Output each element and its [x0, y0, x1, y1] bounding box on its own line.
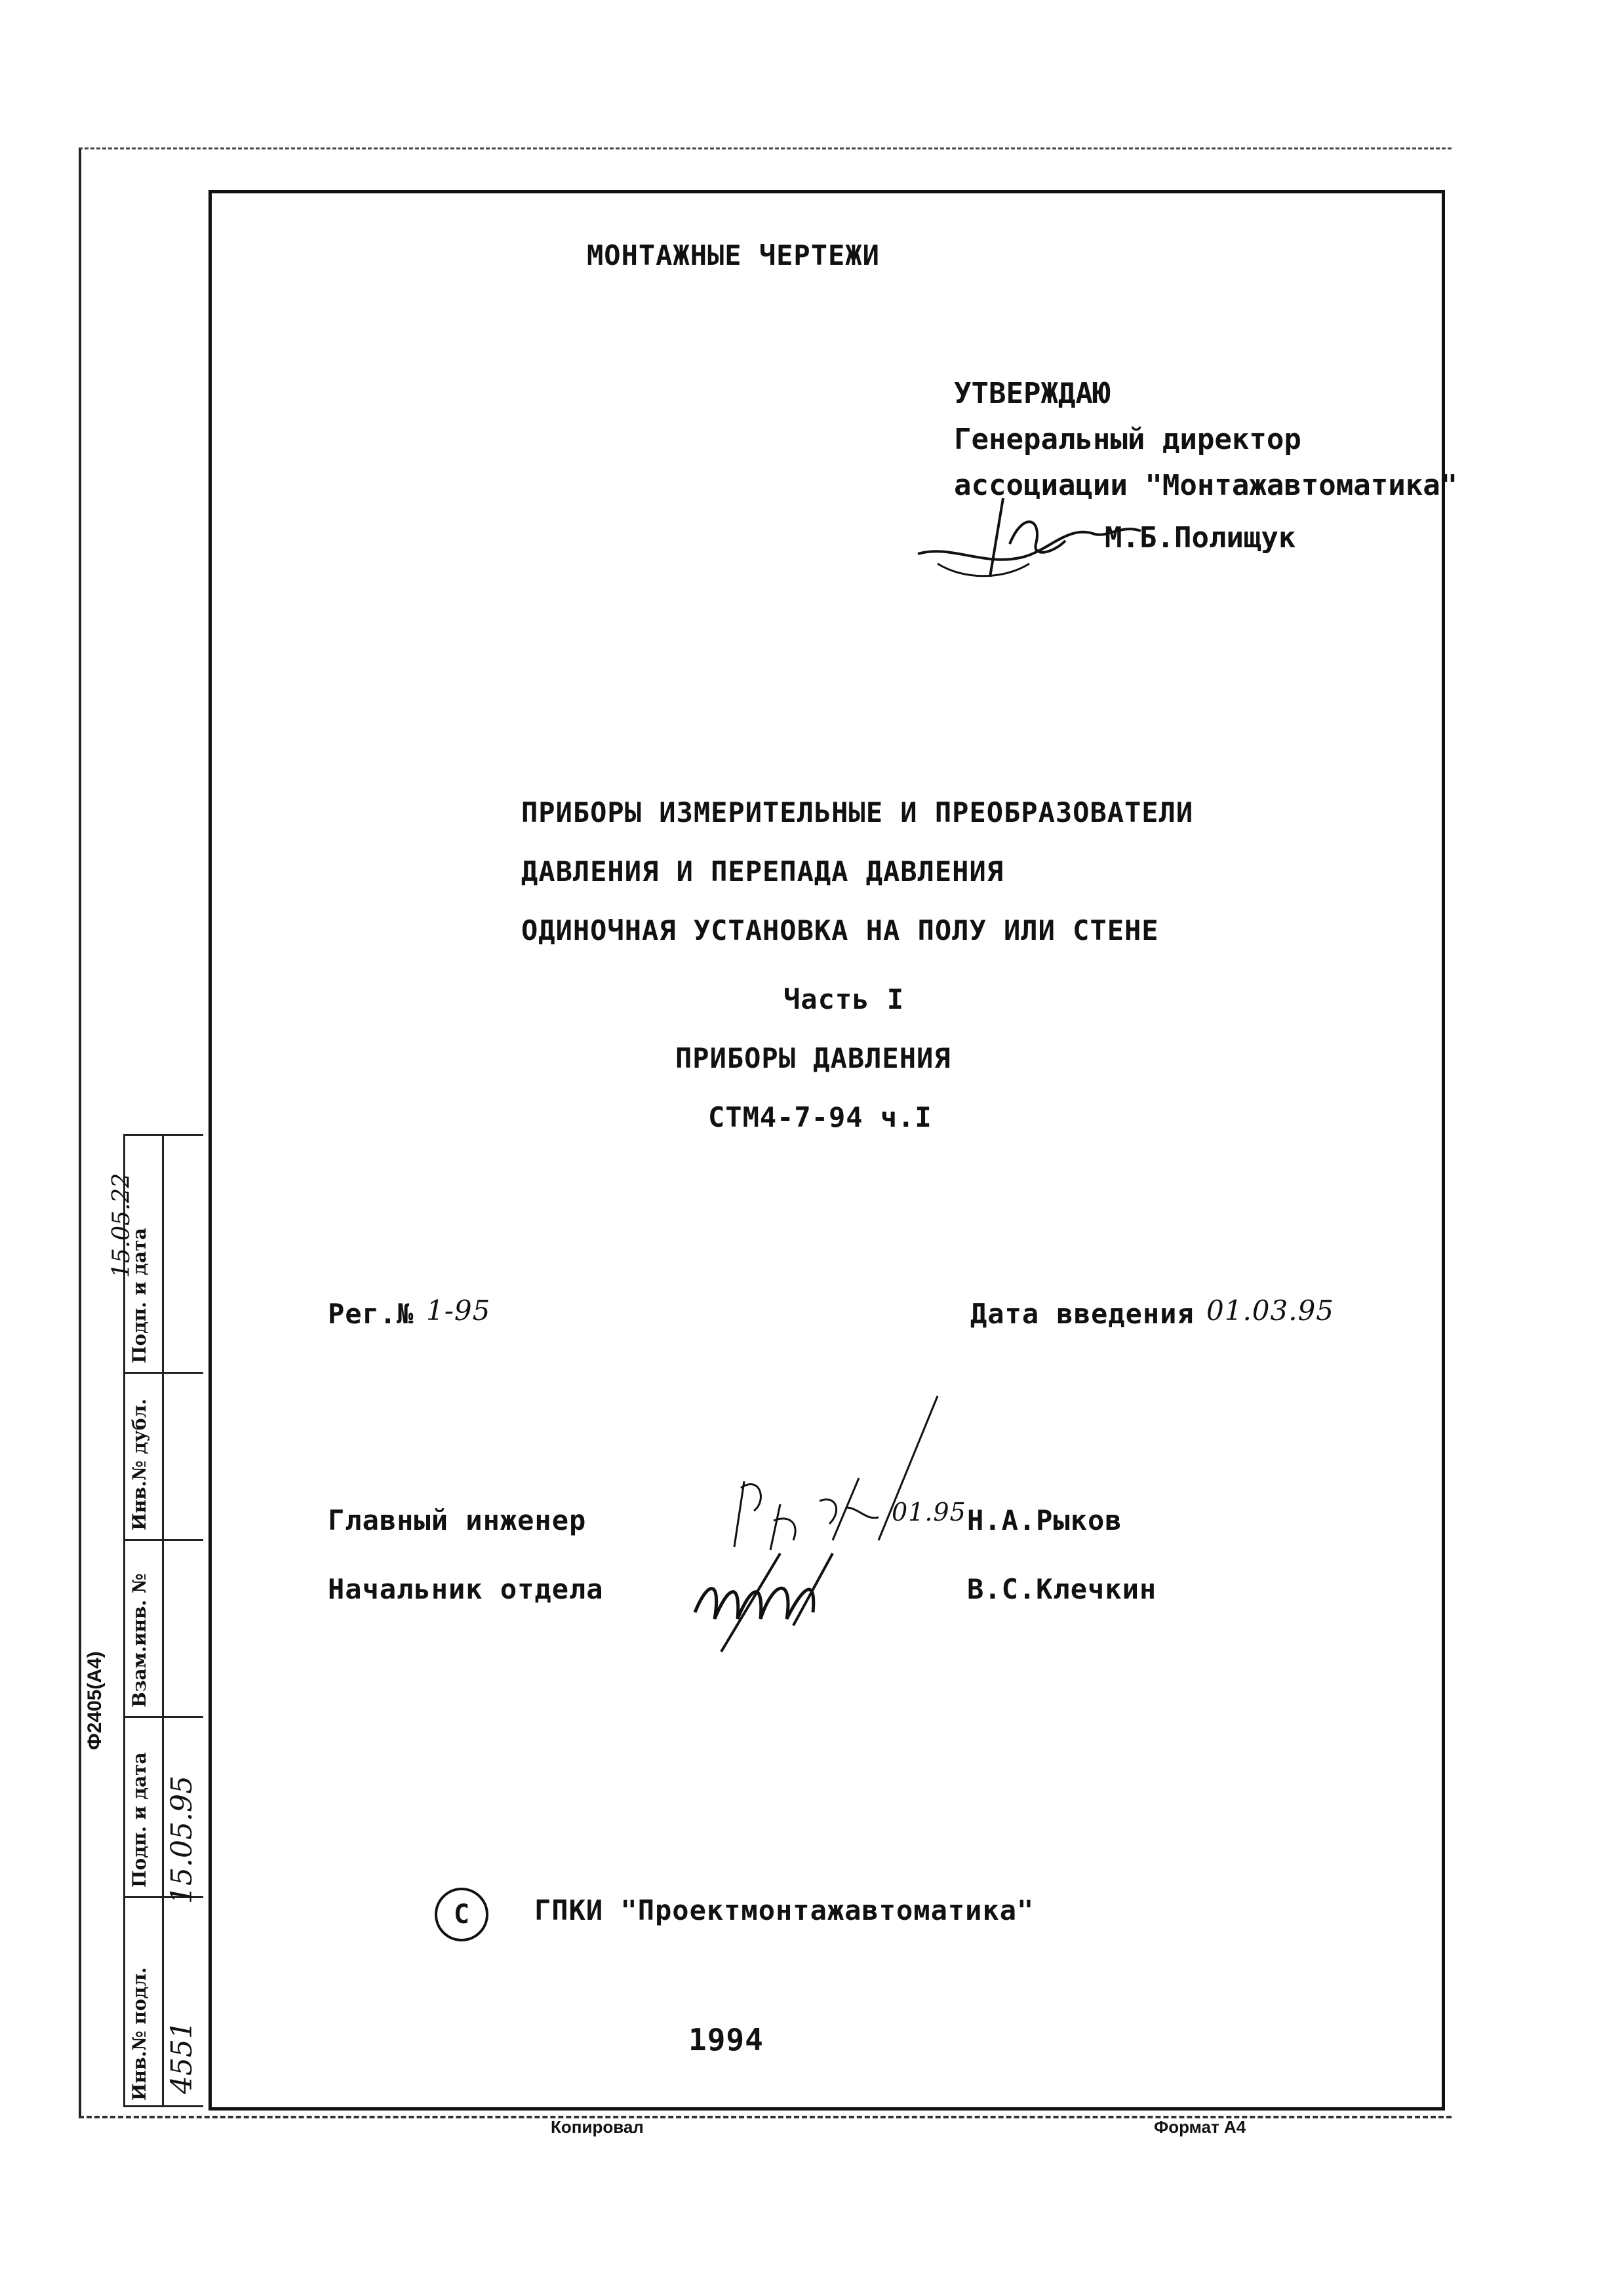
strip-label-dup-inv: Инв.№ дубл. [129, 1398, 150, 1530]
chief-engineer-role: Главный инженер [328, 1504, 587, 1536]
doc-title-line-3: ОДИНОЧНАЯ УСТАНОВКА НА ПОЛУ ИЛИ СТЕНЕ [521, 914, 1159, 946]
doc-part: Часть I [783, 983, 905, 1015]
strip-hand-date: 15.05.95 [165, 1776, 199, 1904]
doc-code: СТМ4-7-94 ч.I [708, 1101, 932, 1133]
year: 1994 [688, 2022, 764, 2057]
doc-title-line-2: ДАВЛЕНИЯ И ПЕРЕПАДА ДАВЛЕНИЯ [521, 855, 1004, 887]
copyright-icon: С [435, 1888, 488, 1941]
approval-line-3: ассоциации "Монтажавтоматика" [954, 469, 1458, 502]
footer-format: Формат А4 [1154, 2117, 1246, 2137]
copyright-org: ГПКИ "Проектмонтажавтоматика" [534, 1894, 1035, 1926]
doc-title-line-1: ПРИБОРЫ ИЗМЕРИТЕЛЬНЫЕ И ПРЕОБРАЗОВАТЕЛИ [521, 796, 1194, 828]
approval-name: М.Б.Полищук [1105, 521, 1296, 555]
strip-hand-inv: 4551 [165, 2021, 199, 2094]
reg-number-value: 1-95 [426, 1294, 491, 1327]
date-intro-value: 01.03.95 [1206, 1294, 1335, 1327]
chief-engineer-signature [682, 1390, 944, 1560]
approval-line-2: Генеральный директор [954, 423, 1301, 456]
form-code: Ф2405(А4) [84, 1651, 106, 1750]
chief-engineer-name: Н.А.Рыков [967, 1504, 1122, 1536]
strip-label-sign-date-top: Подп. и дата [129, 1228, 150, 1363]
dept-head-role: Начальник отдела [328, 1573, 604, 1605]
dept-head-name: В.С.Клечкин [967, 1573, 1157, 1605]
date-intro-label: Дата введения [970, 1298, 1195, 1330]
approval-line-1: УТВЕРЖДАЮ [954, 377, 1111, 410]
strip-label-replace-inv: Взам.инв. № [129, 1573, 150, 1707]
doc-part-title: ПРИБОРЫ ДАВЛЕНИЯ [675, 1042, 951, 1074]
reg-number-label: Рег.№ [328, 1298, 414, 1330]
dept-head-signature [682, 1540, 879, 1658]
strip-label-sign-date: Подп. и дата [129, 1752, 150, 1888]
page-title: МОНТАЖНЫЕ ЧЕРТЕЖИ [587, 239, 880, 271]
chief-engineer-date: 01.95 [892, 1498, 966, 1527]
footer-copied: Копировал [551, 2117, 644, 2137]
strip-hand-date-top: 15.05.22 [108, 1173, 135, 1278]
strip-label-orig-inv: Инв.№ подл. [129, 1967, 150, 2101]
director-signature [911, 472, 1147, 583]
